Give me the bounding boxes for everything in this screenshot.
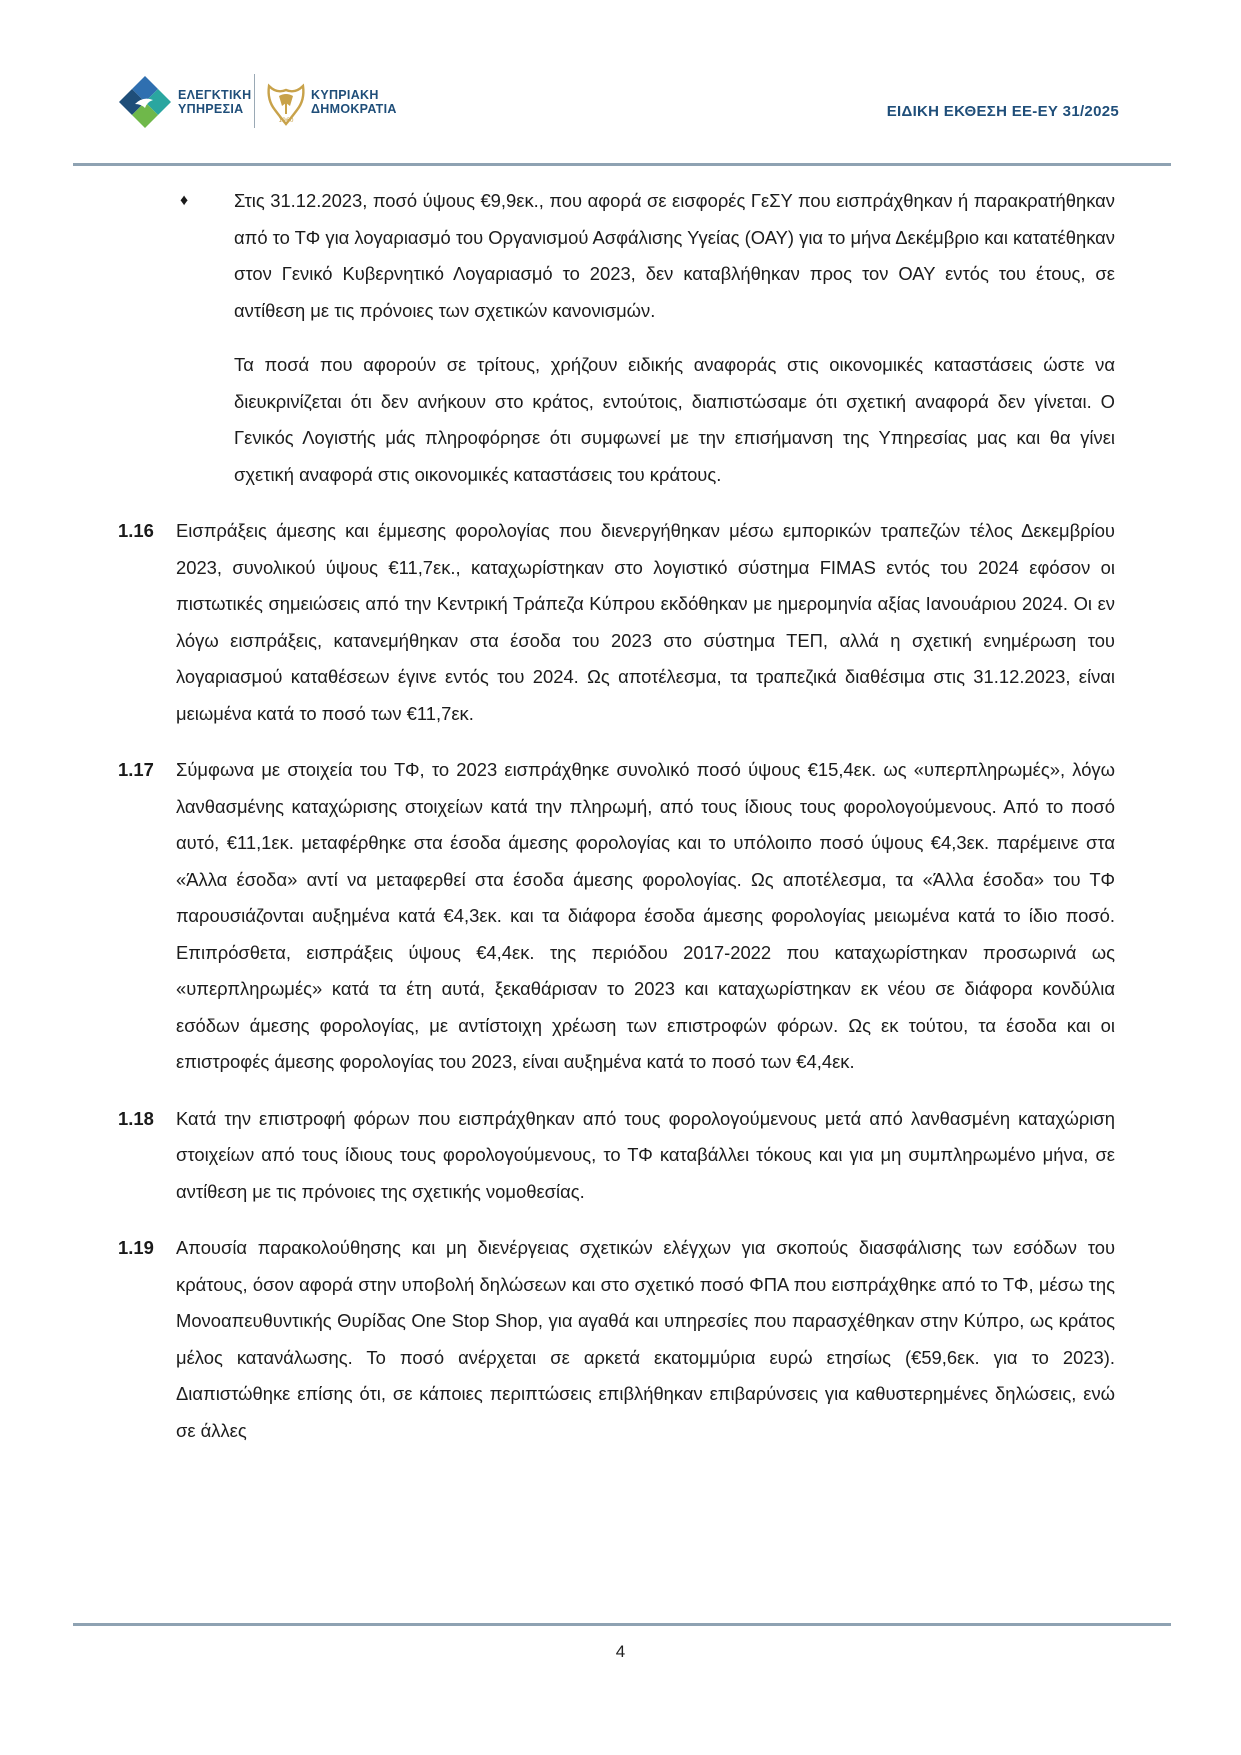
- numbered-paragraph-1-19: [118, 1230, 1115, 1449]
- paragraph-text: Κατά την επιστροφή φόρων που εισπράχθηκαν από τους φορολογούμενους μετά από λανθασμένη καταχώριση στοιχείων από τους ίδιους τους φορολογούμενους, το ΤΦ καταβάλλει τόκους και για μη συμπληρωμένο μήνα, σε αντίθεση με τις πρόνοιες της σχετικής νομοθεσίας.: [176, 1107, 1115, 1202]
- page-number: 4: [615, 1642, 626, 1661]
- numbered-paragraph-1-18: [118, 1101, 1115, 1211]
- audit-office-logo-icon: [117, 74, 173, 130]
- paragraph-text: Σύμφωνα με στοιχεία του ΤΦ, το 2023 εισπράχθηκε συνολικό ποσό ύψους €15,4εκ. ως «υπερπληρωμές», λόγω λανθασμένης καταχώρισης στοιχείων κατά την πληρωμή, από τους ίδιους τους φορολογούμενους. Από το ποσό αυτό, €11,1εκ. μεταφέρθηκε στα έσοδα άμεσης φορολογίας και το υπόλοιπο ποσό ύψους €4,3εκ. παρέμεινε στα «Άλλα έσοδα» αντί να μεταφερθεί στα έσοδα άμεσης φορολογίας. Ως αποτέλεσμα, τα «Άλλα έσοδα» του ΤΦ παρουσιάζονται αυξημένα κατά €4,3εκ. και τα διάφορα έσοδα άμεσης φορολογίας μειωμένα κατά το ίδιο ποσό. Επιπρόσθετα, εισπράξεις ύψους €4,4εκ. της περιόδου 2017-2022 που καταχωρίστηκαν προσωρινά ως «υπερπληρωμές» κατά τα έτη αυτά, ξεκαθάρισαν το 2023 και καταχωρίστηκαν εκ νέου σε διάφορα κονδύλια εσόδων άμεσης φορολογίας, με αντίστοιχη χρέωση των επιστροφών φόρων. Ως εκ τούτου, τα έσοδα και οι επιστροφές άμεσης φορολογίας του 2023, είναι αυξημένα κατά το ποσό των €4,4εκ.: [176, 759, 1115, 1072]
- bullet-item: [180, 183, 1115, 329]
- paragraph-number: 1.18: [118, 1107, 154, 1129]
- svg-text:1960: 1960: [278, 117, 294, 124]
- diamond-bullet-icon: ♦: [180, 192, 189, 209]
- footer-divider: [73, 1623, 1171, 1626]
- report-title: ΕΙΔΙΚΗ ΕΚΘΕΣΗ ΕΕ-ΕΥ 31/2025: [886, 103, 1119, 120]
- bullet-sub-paragraph: Τα ποσά που αφορούν σε τρίτους, χρήζουν ειδικής αναφοράς στις οικονομικές καταστάσεις ώστε να διευκρινίζεται ότι δεν ανήκουν στο κράτος, εντούτοις, διαπιστώσαμε ότι σχετική αναφορά δεν γίνεται. Ο Γενικός Λογιστής μάς πληροφόρησε ότι συμφωνεί με την επισήμανση της Υπηρεσίας μας και θα γίνει σχετική αναφορά στις οικονομικές καταστάσεις του κράτους.: [234, 354, 1115, 485]
- cyprus-crest-icon: [265, 76, 307, 128]
- numbered-paragraph-1-17: [118, 752, 1115, 1081]
- document-body: [0, 183, 1241, 1449]
- page-header: [0, 0, 1241, 165]
- paragraph-text: Εισπράξεις άμεσης και έμμεσης φορολογίας που διενεργήθηκαν μέσω εμπορικών τραπεζών τέλος Δεκεμβρίου 2023, συνολικού ύψους €11,7εκ., καταχωρίστηκαν στο λογιστικό σύστημα FIMAS εντός του 2024 εφόσον οι πιστωτικές σημειώσεις από την Κεντρική Τράπεζα Κύπρου εκδόθηκαν με ημερομηνία αξίας Ιανουάριου 2024. Οι εν λόγω εισπράξεις, κατανεμήθηκαν στα έσοδα του 2023 στο σύστημα ΤΕΠ, αλλά η σχετική ενημέρωση του λογαριασμού καταθέσεων έγινε εντός του 2024. Ως αποτέλεσμα, τα τραπεζικά διαθέσιμα στις 31.12.2023, είναι μειωμένα κατά το ποσό των €11,7εκ.: [176, 520, 1115, 724]
- paragraph-number: 1.17: [118, 759, 154, 780]
- paragraph-text: Απουσία παρακολούθησης και μη διενέργειας σχετικών ελέγχων για σκοπούς διασφάλισης των εσόδων του κράτους, όσον αφορά στην υποβολή δηλώσεων και στο σχετικό ποσό ΦΠΑ που εισπράχθηκε από το ΤΦ, μέσω της Μονοαπευθυντικής Θυρίδας One Stop Shop, για αγαθά και υπηρεσίες που παρασχέθηκαν στην Κύπρο, ως κράτος μέλος κατανάλωσης. Το ποσό ανέρχεται σε αρκετά εκατομμύρια ευρώ ετησίως (€59,6εκ. για το 2023). Διαπιστώθηκε επίσης ότι, σε κάποιες περιπτώσεις επιβλήθηκαν επιβαρύνσεις για καθυστερημένες δηλώσεις, ενώ σε άλλες: [176, 1237, 1115, 1441]
- paragraph-number: 1.16: [118, 520, 154, 541]
- numbered-paragraph-1-16: [118, 513, 1115, 732]
- bullet-text: Στις 31.12.2023, ποσό ύψους €9,9εκ., που αφορά σε εισφορές ΓεΣΥ που εισπράχθηκαν ή παρακρατήθηκαν από το ΤΦ για λογαριασμό του Οργανισμού Ασφάλισης Υγείας (ΟΑΥ) για το μήνα Δεκέμβριο και κατατέθηκαν στον Γενικό Κυβερνητικό Λογαριασμό το 2023, δεν καταβλήθηκαν προς τον ΟΑΥ εντός του έτους, σε αντίθεση με τις πρόνοιες των σχετικών κανονισμών.: [234, 190, 1115, 321]
- header-divider: [73, 163, 1171, 166]
- paragraph-number: 1.19: [118, 1237, 154, 1258]
- republic-name: ΚΥΠΡΙΑΚΗ ΔΗΜΟΚΡΑΤΙΑ: [311, 88, 397, 116]
- audit-office-name: ΕΛΕΓΚΤΙΚΗ ΥΠΗΡΕΣΙΑ: [178, 88, 252, 116]
- logo-divider: [254, 74, 255, 128]
